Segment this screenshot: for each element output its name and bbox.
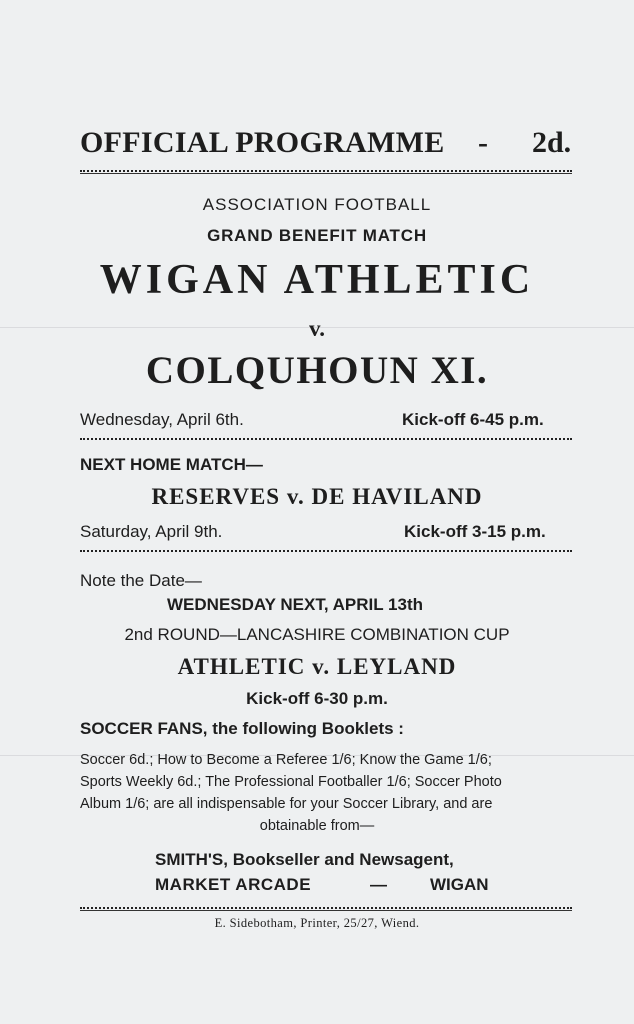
association-heading: ASSOCIATION FOOTBALL: [202, 195, 432, 214]
footer-divider: [80, 907, 572, 909]
away-team: COLQUHOUN XI.: [145, 349, 489, 392]
seller-dash: —: [370, 875, 387, 894]
match-date: Wednesday, April 6th.: [80, 410, 244, 429]
booklets-heading-rest: the following Booklets :: [207, 719, 404, 738]
cup-match-date: WEDNESDAY NEXT, APRIL 13th: [167, 595, 424, 614]
booklets-line: Album 1/6; are all indispensable for your Soccer Library, and are: [80, 796, 493, 812]
cup-competition: 2nd ROUND—LANCASHIRE COMBINATION CUP: [124, 625, 510, 644]
seller-market: MARKET ARCADE: [155, 875, 312, 894]
booklets-line: Sports Weekly 6d.; The Professional Footballer 1/6; Soccer Photo: [80, 774, 502, 790]
next-home-kickoff: Kick-off 3-15 p.m.: [404, 522, 546, 541]
booklets-line: Soccer 6d.; How to Become a Referee 1/6; Know the Game 1/6;: [80, 752, 492, 768]
next-home-fixture: RESERVES v. DE HAVILAND: [151, 484, 483, 509]
versus-label: v.: [309, 316, 325, 341]
cup-kickoff: Kick-off 6-30 p.m.: [246, 689, 388, 708]
cup-fixture: ATHLETIC v. LEYLAND: [177, 654, 457, 679]
home-team: WIGAN ATHLETIC: [99, 257, 535, 303]
header-divider: [80, 170, 572, 172]
next-home-date: Saturday, April 9th.: [80, 522, 223, 541]
booklets-heading-bold: SOCCER FANS,: [80, 719, 208, 738]
seller-town: WIGAN: [430, 875, 489, 894]
section-divider: [80, 550, 572, 552]
note-heading: Note the Date—: [80, 571, 202, 590]
booklets-heading: [80, 719, 404, 739]
seller-name: SMITH'S, Bookseller and Newsagent,: [155, 850, 454, 869]
programme-title: OFFICIAL PROGRAMME: [80, 126, 445, 159]
title-dash: -: [478, 126, 488, 159]
benefit-heading: GRAND BENEFIT MATCH: [207, 226, 427, 245]
programme-price: 2d.: [532, 126, 572, 159]
printer-credit: E. Sidebotham, Printer, 25/27, Wiend.: [214, 916, 420, 930]
section-divider: [80, 438, 572, 440]
booklets-line: obtainable from—: [259, 818, 375, 834]
match-kickoff: Kick-off 6-45 p.m.: [402, 410, 544, 429]
next-home-heading: NEXT HOME MATCH—: [80, 455, 263, 474]
